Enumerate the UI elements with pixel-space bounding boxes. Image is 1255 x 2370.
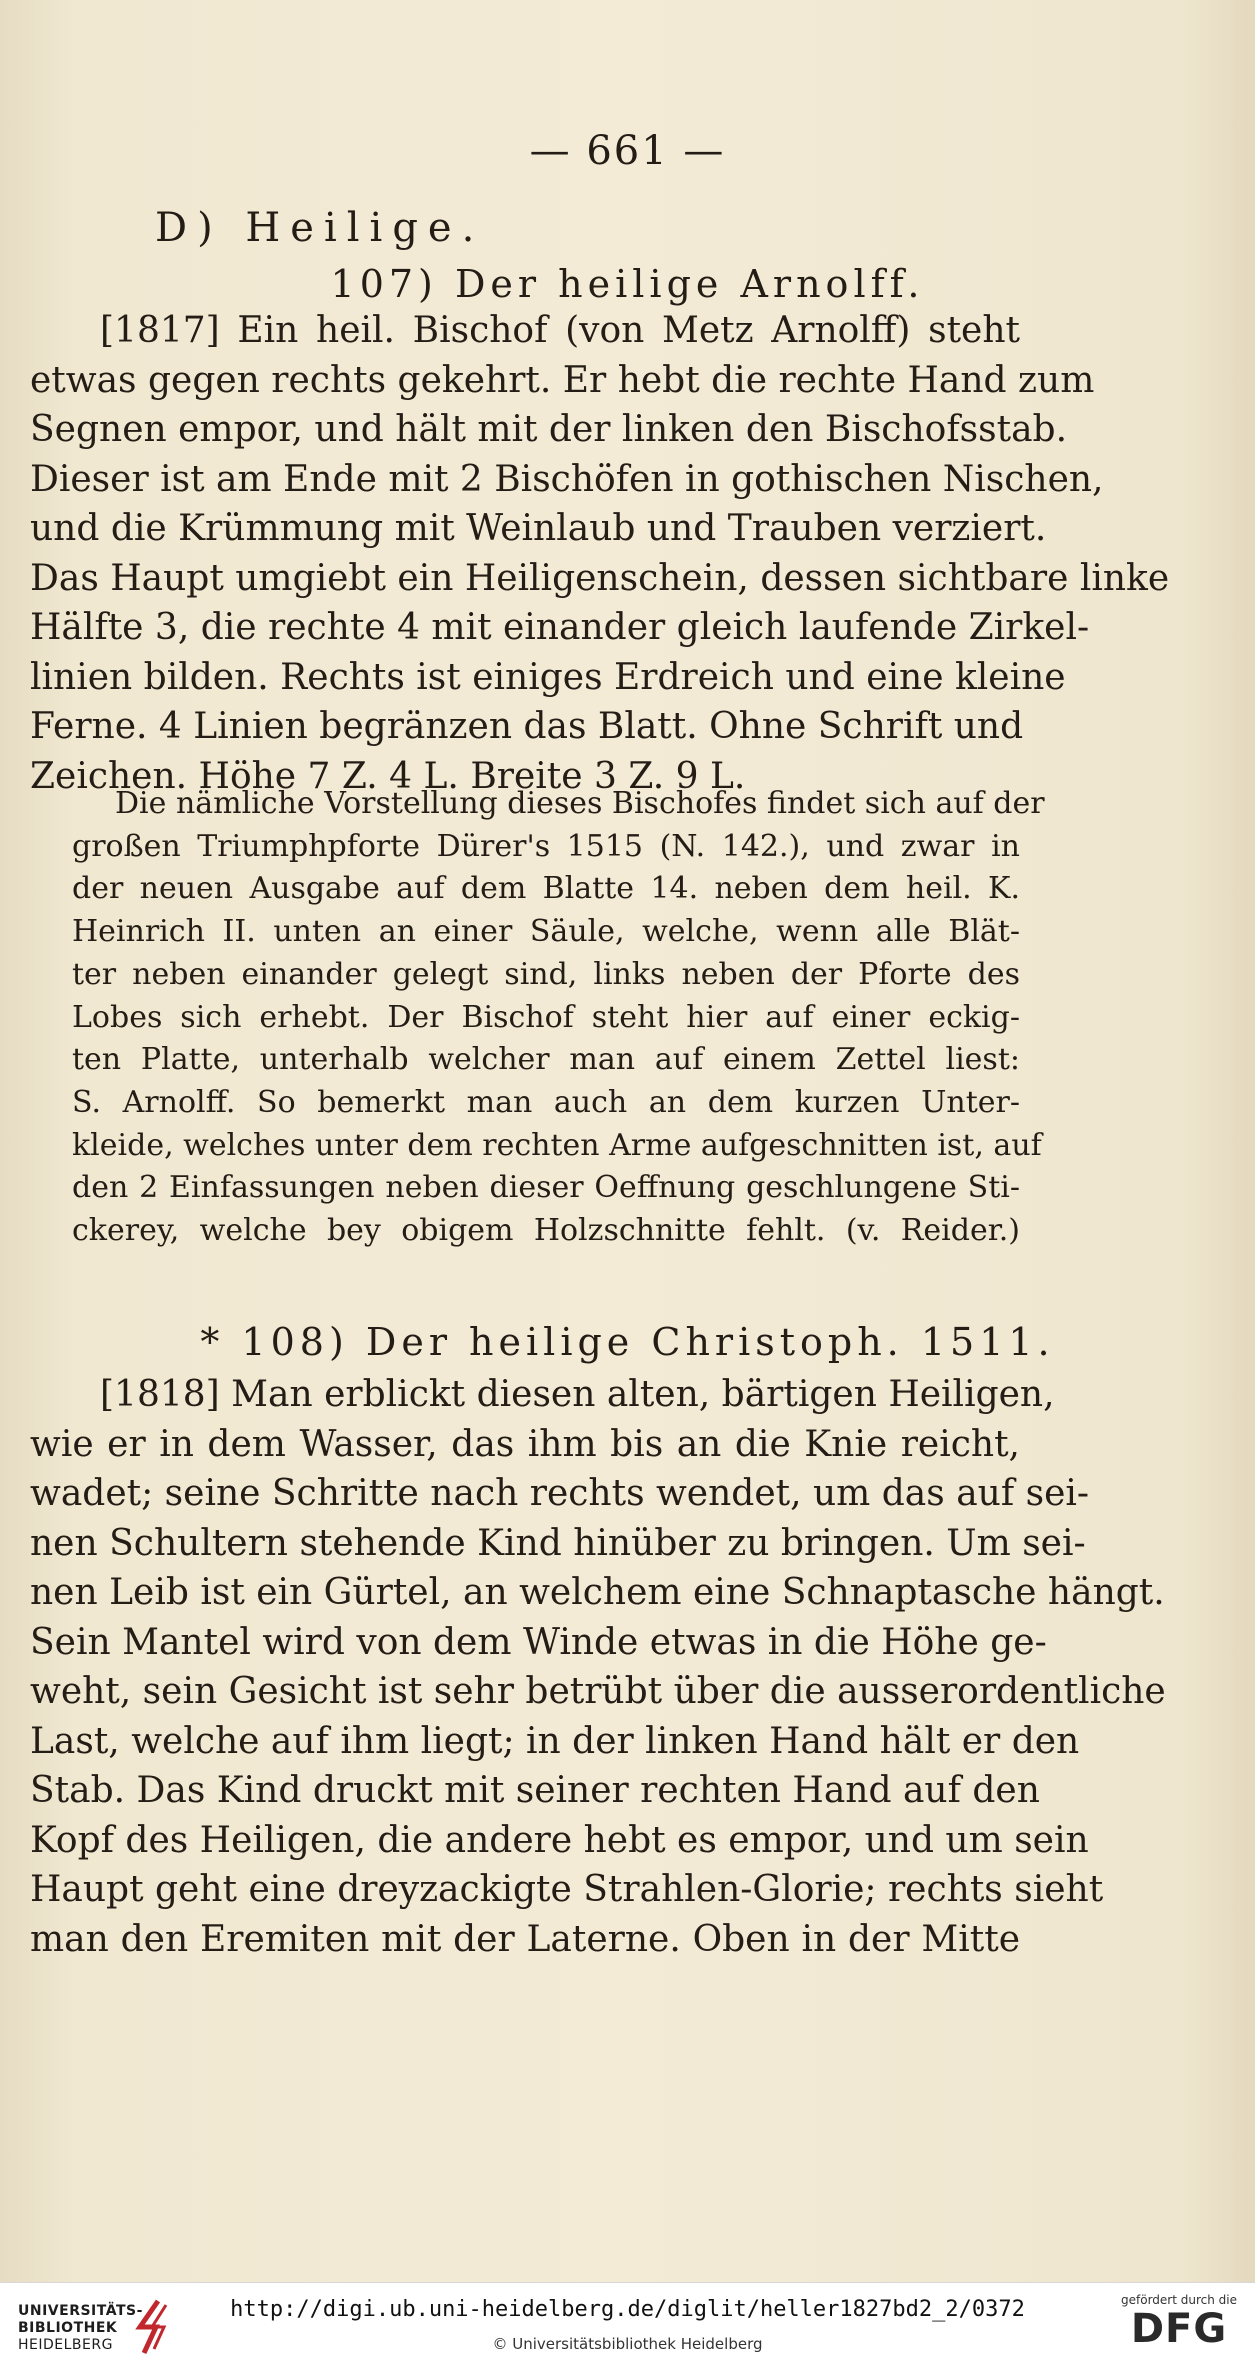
text-line: weht, sein Gesicht ist sehr betrübt über die ausserordentliche: [30, 1671, 1166, 1712]
item-107-text: [30, 306, 1170, 801]
copyright-notice: © Universitätsbibliothek Heidelberg: [492, 2335, 763, 2353]
note-line: kleide, welches unter dem rechten Arme aufgeschnitten ist, auf: [72, 1127, 1042, 1163]
text-line: Segnen empor, und hält mit der linken den Bischofsstab.: [30, 409, 1068, 450]
text-line: etwas gegen rechts gekehrt. Er hebt die rechte Hand zum: [30, 359, 1095, 401]
item-107-title: 107) Der heilige Arnolff.: [330, 262, 925, 306]
note-line: den 2 Einfassungen neben dieser Oeffnung geschlungene Sti-: [72, 1170, 1020, 1206]
text-line: wadet; seine Schritte nach rechts wendet, um das auf sei-: [30, 1473, 1090, 1514]
text-line: [1817] Ein heil. Bischof (von Metz Arnolff) steht: [100, 310, 1020, 351]
item-108-text: [30, 1370, 1166, 1964]
text-line: Das Haupt umgiebt ein Heiligenschein, dessen sichtbare linke: [30, 557, 1170, 599]
note-line: ckerey, welche bey obigem Holzschnitte fehlt. (v. Reider.): [72, 1213, 1020, 1249]
page-number: — 661 —: [529, 128, 726, 174]
note-line: großen Triumphpforte Dürer's 1515 (N. 142.), und zwar in: [72, 828, 1020, 864]
text-line: Hälfte 3, die rechte 4 mit einander gleich laufende Zirkel-: [30, 607, 1090, 648]
note-line: ten Platte, unterhalb welcher man auf einem Zettel liest:: [72, 1042, 1020, 1078]
note-line: S. Arnolff. So bemerkt man auch an dem kurzen Unter-: [72, 1084, 1020, 1120]
viewer-footer: [0, 2282, 1255, 2370]
text-line: [1818] Man erblickt diesen alten, bärtigen Heiligen,: [100, 1374, 1055, 1415]
note-line: Lobes sich erhebt. Der Bischof steht hier auf einer eckig-: [72, 999, 1020, 1035]
note-line: ter neben einander gelegt sind, links neben der Pforte des: [72, 956, 1020, 992]
text-line: Dieser ist am Ende mit 2 Bischöfen in gothischen Nischen,: [30, 458, 1104, 500]
text-line: Zeichen. Höhe 7 Z. 4 L. Breite 3 Z. 9 L.: [30, 755, 746, 797]
text-line: Last, welche auf ihm liegt; in der linken Hand hält er den: [30, 1720, 1080, 1762]
library-name-line: HEIDELBERG: [18, 2337, 113, 2353]
section-heading: D) Heilige.: [155, 205, 485, 251]
text-line: linien bilden. Rechts ist einiges Erdreich und eine kleine: [30, 656, 1066, 698]
library-name-line: BIBLIOTHEK: [18, 2320, 118, 2336]
text-line: wie er in dem Wasser, das ihm bis an die Knie reicht,: [30, 1423, 1020, 1465]
note-line: der neuen Ausgabe auf dem Blatte 14. neben dem heil. K.: [72, 871, 1020, 907]
sponsor-logo-text: DFG: [1130, 2306, 1228, 2352]
text-line: Sein Mantel wird von dem Winde etwas in die Höhe ge-: [30, 1621, 1047, 1663]
text-line: Kopf des Heiligen, die andere hebt es empor, und um sein: [30, 1819, 1089, 1861]
text-line: Haupt geht eine dreyzackigte Strahlen-Glorie; rechts sieht: [30, 1869, 1104, 1910]
item-107-note: [30, 783, 1045, 1253]
item-108-title: * 108) Der heilige Christoph. 1511.: [200, 1320, 1055, 1364]
note-line: Heinrich II. unten an einer Säule, welche, wenn alle Blät-: [72, 914, 1020, 950]
sponsor-label: gefördert durch die: [1121, 2293, 1237, 2307]
library-name-line: UNIVERSITÄTS-: [18, 2303, 143, 2319]
text-line: Ferne. 4 Linien begränzen das Blatt. Ohne Schrift und: [30, 706, 1024, 747]
text-line: man den Eremiten mit der Laterne. Oben in der Mitte: [30, 1918, 1020, 1960]
text-line: nen Schultern stehende Kind hinüber zu bringen. Um sei-: [30, 1522, 1086, 1564]
permalink-url[interactable]: http://digi.ub.uni-heidelberg.de/diglit/heller1827bd2_2/0372: [230, 2297, 1025, 2322]
note-line: Die nämliche Vorstellung dieses Bischofes findet sich auf der: [115, 786, 1045, 821]
text-line: nen Leib ist ein Gürtel, an welchem eine Schnaptasche hängt.: [30, 1572, 1165, 1613]
dfg-logo[interactable]: [1121, 2293, 1237, 2351]
text-line: Stab. Das Kind druckt mit seiner rechten Hand auf den: [30, 1770, 1040, 1811]
text-line: und die Krümmung mit Weinlaub und Trauben verziert.: [30, 508, 1047, 549]
